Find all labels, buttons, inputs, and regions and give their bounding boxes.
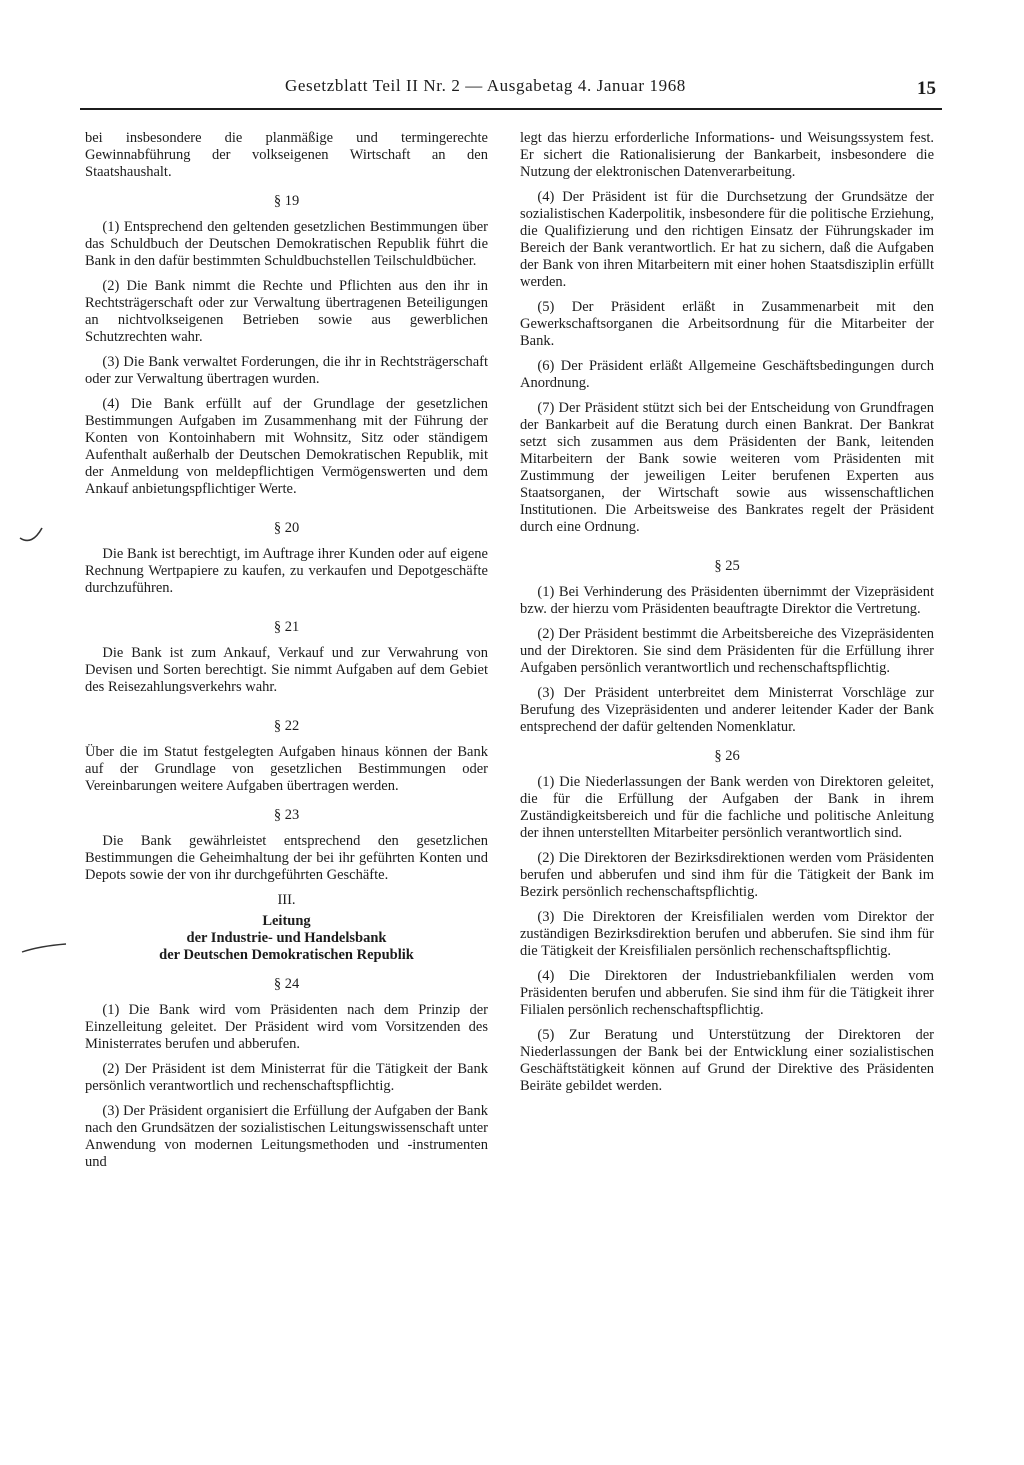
paragraph: (4) Die Direktoren der Industriebankfilialen werden vom Präsidenten berufen und abberufen. Sie sind ihm für die Tätigkeit ihrer Filialen persönlich rechenschaftspflichtig. (520, 968, 934, 1018)
paragraph: (1) Bei Verhinderung des Präsidenten übernimmt der Vizepräsident bzw. der hierzu vom Präsidenten beauftragte Direktor die Vertretung. (520, 584, 934, 617)
paragraph: Die Bank gewährleistet entsprechend den gesetzlichen Bestimmungen die Geheimhaltung der bei ihr geführten Konten und Depots sowie der von ihr durchgeführten Geschäfte. (85, 833, 488, 883)
section-heading-23: § 23 (273, 807, 300, 823)
paragraph: (3) Der Präsident unterbreitet dem Ministerrat Vorschläge zur Berufung des Vizepräsidenten und anderer leitender Kader der Bank entsprechend der dafür geltenden Nomenklatur. (520, 685, 934, 735)
paragraph: (6) Der Präsident erläßt Allgemeine Geschäftsbedingungen durch Anordnung. (520, 358, 934, 391)
paragraph: (1) Entsprechend den geltenden gesetzlichen Bestimmungen über das Schuldbuch der Deutschen Demokratischen Republik führt die Bank in den dafür bestimmten Schuldbuchstellen Teilschuldbücher. (85, 219, 488, 269)
paragraph: (7) Der Präsident stützt sich bei der Entscheidung von Grundfragen der Bankarbeit auf die Beratung durch einen Bankrat. Der Bankrat setzt sich zusammen aus dem Präsidenten der Bank, leitenden Mitarbeitern der Bank sowie weiteren vom Präsidenten mit Zustimmung der jeweiligen Leiter berufenen Experten aus Staatsorganen, der Wirtschaft sowie aus wissenschaftlichen Institutionen. Die Arbeitsweise des Bankrates regelt der Präsident durch eine Ordnung. (520, 400, 934, 535)
paragraph: (4) Der Präsident ist für die Durchsetzung der Grundsätze der sozialistischen Kaderpolitik, insbesondere für die politische Erziehung, die Qualifizierung und den richtigen Einsatz der Führungskader im Bereich der Bank verantwortlich. Er hat zu sichern, daß die Aufgaben der Bank von ihren Mitarbeitern mit einer hohen Staatsdisziplin erfüllt werden. (520, 189, 934, 290)
part-title-line: der Deutschen Demokratischen Republik (159, 947, 414, 963)
part-title-line: Leitung (262, 913, 311, 929)
paragraph: (2) Der Präsident bestimmt die Arbeitsbereiche des Vizepräsidenten und der Direktoren. Sie sind dem Präsidenten für die Erfüllung ihrer Aufgaben persönlich verantwortlich und rechenschaftspflichtig. (520, 626, 934, 676)
margin-scan-mark (20, 940, 70, 960)
part-title-line: der Industrie- und Handelsbank (186, 930, 387, 946)
paragraph: Die Bank ist zum Ankauf, Verkauf und zur Verwahrung von Devisen und Sorten berechtigt. Sie nimmt Aufgaben auf dem Gebiet des Reisezahlungsverkehrs wahr. (85, 645, 488, 695)
section-heading-22: § 22 (273, 718, 300, 734)
paragraph: (2) Die Direktoren der Bezirksdirektionen werden vom Präsidenten berufen und abberufen und sind ihm für die Tätigkeit der Bank im Bezirk persönlich rechenschaftspflichtig. (520, 850, 934, 900)
paragraph: (2) Die Bank nimmt die Rechte und Pflichten aus den ihr in Rechtsträgerschaft oder zur Verwaltung übertragenen Beteiligungen an nichtvolkseigenen Betrieben sowie aus gewerblichen Schutzrechten wahr. (85, 278, 488, 345)
paragraph: Die Bank ist berechtigt, im Auftrage ihrer Kunden oder auf eigene Rechnung Wertpapiere zu kaufen, zu verkaufen und Depotgeschäfte durchzuführen. (85, 546, 488, 596)
part-number: III. (277, 892, 296, 908)
section-heading-21: § 21 (273, 619, 300, 635)
paragraph: (3) Die Bank verwaltet Forderungen, die ihr in Rechtsträgerschaft oder zur Verwaltung übertragen wurden. (85, 354, 488, 387)
continuation-paragraph: bei insbesondere die planmäßige und termingerechte Gewinnabführung der volkseigenen Wirtschaft an den Staatshaushalt. (85, 130, 488, 180)
continuation-paragraph: legt das hierzu erforderliche Informations- und Weisungssystem fest. Er sichert die Rationalisierung der Bankarbeit, insbesondere die Nutzung der elektronischen Datenverarbeitung. (520, 130, 934, 180)
right-column (520, 130, 934, 1103)
section-heading-24: § 24 (273, 976, 300, 992)
paragraph: (5) Zur Beratung und Unterstützung der Direktoren der Niederlassungen der Bank bei der Entwicklung einer sozialistischen Geschäftstätigkeit können auf Grund der Direktive des Präsidenten Beiräte gebildet werden. (520, 1027, 934, 1094)
paragraph: (1) Die Niederlassungen der Bank werden von Direktoren geleitet, die für die Erfüllung der Aufgaben der Bank in ihrem Zuständigkeitsbereich und für die fachliche und politische Anleitung der ihnen unterstellten Mitarbeiter persönlich verantwortlich sind. (520, 774, 934, 841)
section-heading-25: § 25 (714, 558, 740, 574)
paragraph: (3) Die Direktoren der Kreisfilialen werden vom Direktor der zuständigen Bezirksdirektion berufen und abberufen. Sie sind ihm für die Tätigkeit der Kreisfilialen persönlich rechenschaftspflichtig. (520, 909, 934, 959)
paragraph: (1) Die Bank wird vom Präsidenten nach dem Prinzip der Einzelleitung geleitet. Der Präsident wird vom Vorsitzenden des Ministerrates berufen und abberufen. (85, 1002, 488, 1052)
section-heading-26: § 26 (714, 748, 740, 764)
page-header (80, 74, 942, 110)
paragraph: (2) Der Präsident ist dem Ministerrat für die Tätigkeit der Bank persönlich verantwortlich und rechenschaftspflichtig. (85, 1061, 488, 1094)
left-column (85, 130, 488, 1179)
page-number: 15 (917, 78, 936, 99)
paragraph: (5) Der Präsident erläßt in Zusammenarbeit mit den Gewerkschaftsorganen die Arbeitsordnung für die Mitarbeiter der Bank. (520, 299, 934, 349)
header-title: Gesetzblatt Teil II Nr. 2 — Ausgabetag 4. Januar 1968 (285, 76, 686, 95)
paragraph: Über die im Statut festgelegten Aufgaben hinaus können der Bank auf der Grundlage von gesetzlichen Bestimmungen oder Vereinbarungen weitere Aufgaben übertragen werden. (85, 744, 488, 794)
part-title (85, 913, 488, 964)
margin-scan-mark (18, 520, 48, 550)
paragraph: (3) Der Präsident organisiert die Erfüllung der Aufgaben der Bank nach den Grundsätzen der sozialistischen Leitungswissenschaft unter Anwendung von modernen Leitungsmethoden und -instrumenten und (85, 1103, 488, 1170)
section-heading-20: § 20 (273, 520, 300, 536)
section-heading-19: § 19 (273, 193, 300, 209)
paragraph: (4) Die Bank erfüllt auf der Grundlage der gesetzlichen Bestimmungen Aufgaben im Zusammenhang mit der Führung der Konten von Kontoinhabern mit Wohnsitz, Sitz oder ständigem Aufenthalt außerhalb der Deutschen Demokratischen Republik, mit der Anmeldung von meldepflichtigen Vermögenswerten und dem Ankauf anbietungspflichtiger Werte. (85, 396, 488, 497)
